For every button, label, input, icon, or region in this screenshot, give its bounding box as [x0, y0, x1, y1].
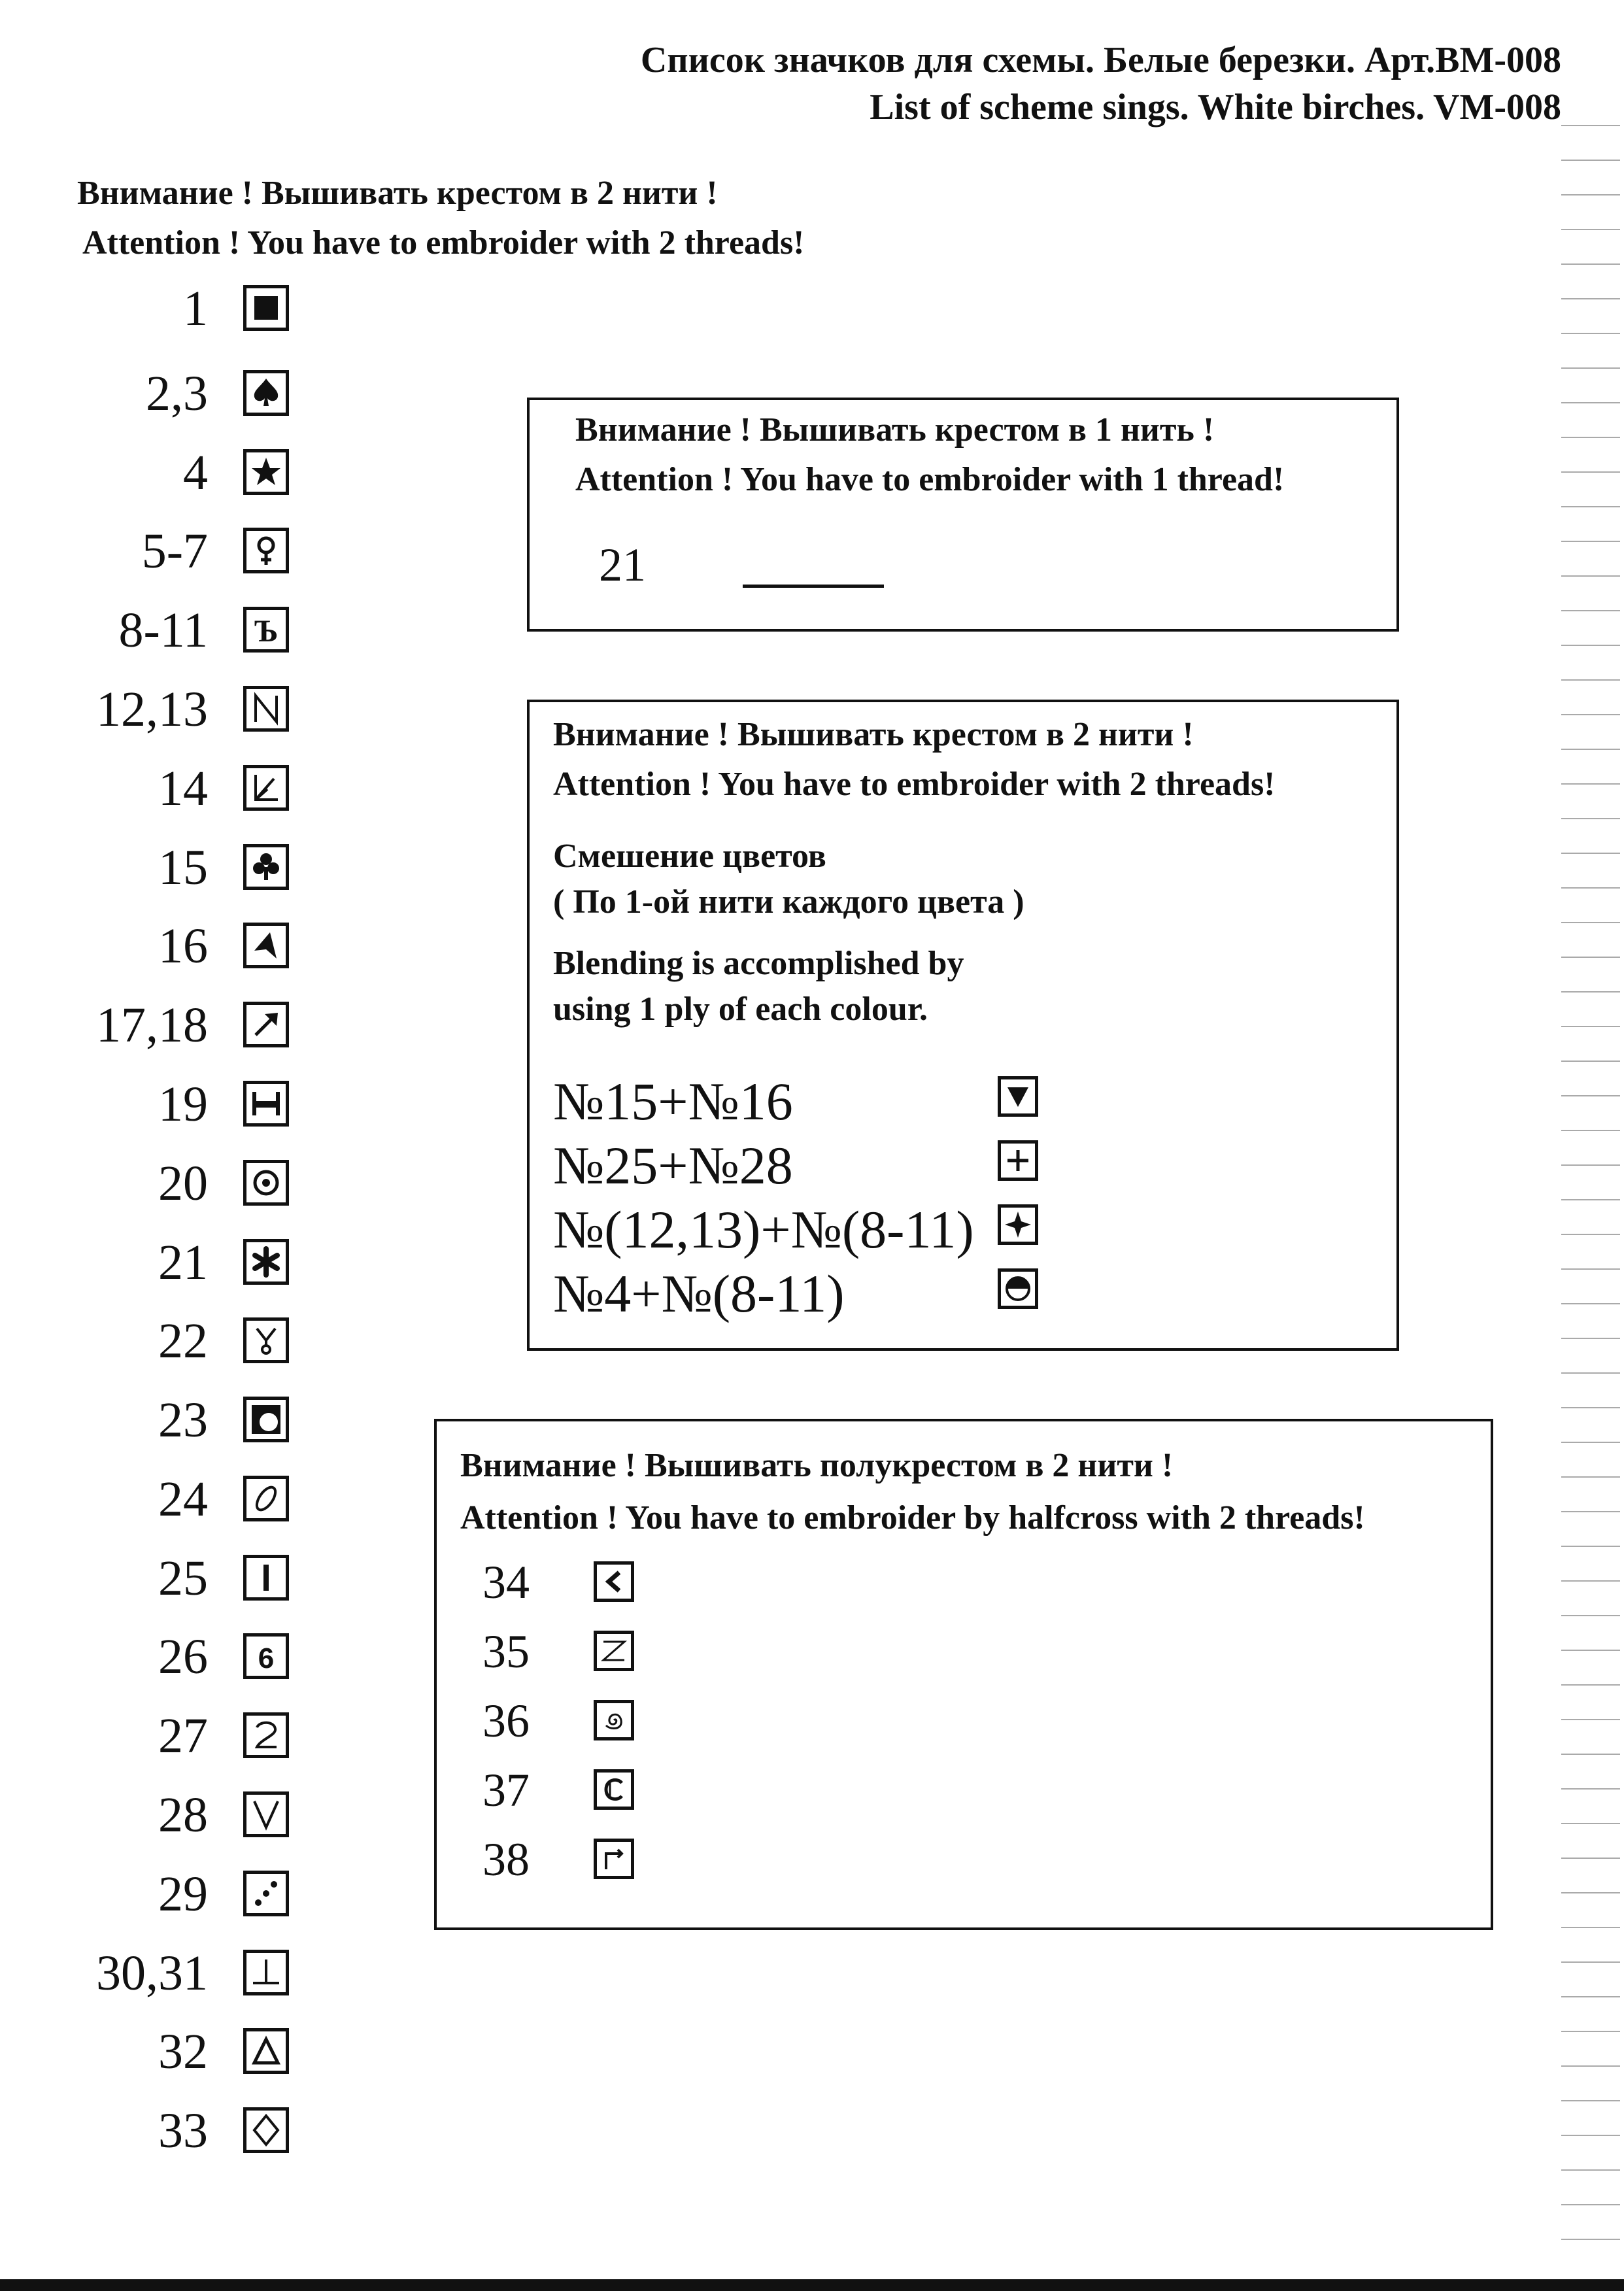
halfcross-box	[434, 1419, 1493, 1930]
letter-c-icon	[594, 1769, 634, 1810]
legend-number: 24	[158, 1472, 208, 1527]
legend-row	[0, 1789, 307, 1841]
blend-mix-ru-1: Смешение цветов	[553, 838, 826, 875]
svg-text:Ъ: Ъ	[254, 614, 279, 648]
blend-warning-en: Attention ! You have to embroider with 2 threads!	[553, 766, 1276, 803]
circle-dot-icon	[243, 1160, 289, 1206]
legend-row	[0, 999, 307, 1051]
legend-row	[0, 683, 307, 736]
asterisk-icon	[243, 1239, 289, 1285]
title-ru: Список значков для схемы. Белые березки. Арт.ВМ-008	[640, 40, 1561, 80]
legend-row	[0, 1078, 307, 1130]
legend-row	[0, 1710, 307, 1762]
filled-square-icon	[243, 285, 289, 331]
legend-number: 27	[158, 1708, 208, 1763]
halfcross-number: 37	[482, 1764, 530, 1816]
legend-number: 4	[183, 445, 208, 500]
title-en: List of scheme sings. White birches. VM-008	[870, 87, 1561, 127]
legend-number: 19	[158, 1077, 208, 1132]
legend-row	[0, 1394, 307, 1446]
digit-six-icon	[243, 1633, 289, 1679]
legend-number: 25	[158, 1551, 208, 1606]
y-shape-icon	[243, 1317, 289, 1363]
legend-row	[0, 1631, 307, 1683]
legend-number: 8-11	[118, 603, 208, 658]
hard-sign-icon	[243, 607, 289, 653]
legend-number: 12,13	[96, 682, 208, 737]
main-warning-ru: Внимание ! Вышивать крестом в 2 нити !	[77, 175, 718, 212]
legend-number: 30,31	[96, 1946, 208, 2001]
h-bar-icon	[243, 1081, 289, 1127]
bottom-border	[0, 2279, 1624, 2291]
legend-row	[0, 2026, 307, 2078]
four-point-star-icon	[998, 1204, 1038, 1245]
legend-row	[0, 1157, 307, 1210]
main-warning-en: Attention ! You have to embroider with 2 threads!	[82, 224, 805, 262]
single-thread-warning-en: Attention ! You have to embroider with 1 thread!	[575, 461, 1285, 498]
perpendicular-icon	[243, 1950, 289, 1995]
diamond-icon	[243, 2107, 289, 2153]
spade-icon	[243, 370, 289, 416]
down-triangle-icon	[998, 1076, 1038, 1117]
single-thread-number: 21	[599, 539, 646, 591]
blend-item-label: №15+№16	[553, 1072, 793, 1131]
legend-number: 22	[158, 1314, 208, 1368]
legend-row	[0, 1868, 307, 1920]
letter-z-icon	[594, 1631, 634, 1671]
left-chevron-icon	[594, 1561, 634, 1602]
half-circle-icon	[998, 1268, 1038, 1309]
digit-two-icon	[243, 1712, 289, 1758]
legend-row	[0, 841, 307, 894]
legend-row	[0, 1315, 307, 1367]
legend-number: 14	[158, 761, 208, 816]
legend-number: 20	[158, 1156, 208, 1211]
blend-warning-ru: Внимание ! Вышивать крестом в 2 нити !	[553, 716, 1194, 753]
legend-number: 21	[158, 1235, 208, 1290]
three-dots-icon	[243, 1871, 289, 1916]
halfcross-number: 36	[482, 1695, 530, 1747]
star-icon	[243, 449, 289, 495]
legend-row	[0, 1236, 307, 1289]
blend-item-label: №(12,13)+№(8-11)	[553, 1200, 974, 1259]
blend-item-label: №4+№(8-11)	[553, 1264, 845, 1323]
legend-number: 26	[158, 1629, 208, 1684]
solid-line-icon	[743, 585, 884, 588]
legend-row	[0, 1552, 307, 1604]
legend-row	[0, 604, 307, 656]
legend-number: 23	[158, 1393, 208, 1448]
legend-number: 16	[158, 919, 208, 974]
diagonal-arrow-icon	[243, 1002, 289, 1047]
letter-v-icon	[243, 1791, 289, 1837]
halfcross-warning-en: Attention ! You have to embroider by halfcross with 2 threads!	[460, 1499, 1365, 1536]
female-sign-icon	[243, 528, 289, 573]
single-thread-box	[527, 398, 1399, 632]
legend-number: 33	[158, 2103, 208, 2158]
legend-number: 28	[158, 1788, 208, 1842]
letter-n-icon	[243, 686, 289, 732]
legend-row	[0, 1947, 307, 1999]
legend-row	[0, 2105, 307, 2157]
blend-mix-ru-2: ( По 1-ой нити каждого цвета )	[553, 883, 1024, 921]
corner-arrow-icon	[594, 1839, 634, 1879]
legend-number: 1	[183, 281, 208, 336]
vertical-bar-icon	[243, 1555, 289, 1601]
club-icon	[243, 844, 289, 890]
legend-row	[0, 920, 307, 972]
plus-icon	[998, 1140, 1038, 1181]
halfcross-number: 35	[482, 1625, 530, 1678]
svg-text:6: 6	[258, 1642, 275, 1674]
legend-row	[0, 367, 307, 420]
fan-lines-icon	[243, 765, 289, 811]
legend-number: 5-7	[141, 524, 208, 579]
legend-row	[0, 525, 307, 577]
triangle-icon	[243, 2028, 289, 2074]
halfcross-number: 34	[482, 1556, 530, 1608]
margin-ruled-lines	[1561, 92, 1620, 2249]
legend-row	[0, 762, 307, 815]
legend-number: 2,3	[146, 366, 208, 421]
halfcross-number: 38	[482, 1833, 530, 1886]
legend-row	[0, 1473, 307, 1525]
blend-item-label: №25+№28	[553, 1136, 793, 1195]
legend-row	[0, 282, 307, 335]
slanted-zero-icon	[243, 1476, 289, 1521]
legend-number: 15	[158, 840, 208, 895]
blend-mix-en-2: using 1 ply of each colour.	[553, 991, 928, 1028]
single-thread-warning-ru: Внимание ! Вышивать крестом в 1 нить !	[575, 411, 1215, 449]
legend-number: 32	[158, 2024, 208, 2079]
halfcross-warning-ru: Внимание ! Вышивать полукрестом в 2 нити !	[460, 1447, 1174, 1484]
legend-number: 29	[158, 1867, 208, 1922]
legend-row	[0, 447, 307, 499]
blend-mix-en-1: Blending is accomplished by	[553, 945, 964, 982]
spiral-icon	[594, 1700, 634, 1740]
square-circle-icon	[243, 1397, 289, 1442]
arrowhead-icon	[243, 923, 289, 968]
blend-box	[527, 700, 1399, 1351]
legend-number: 17,18	[96, 998, 208, 1053]
